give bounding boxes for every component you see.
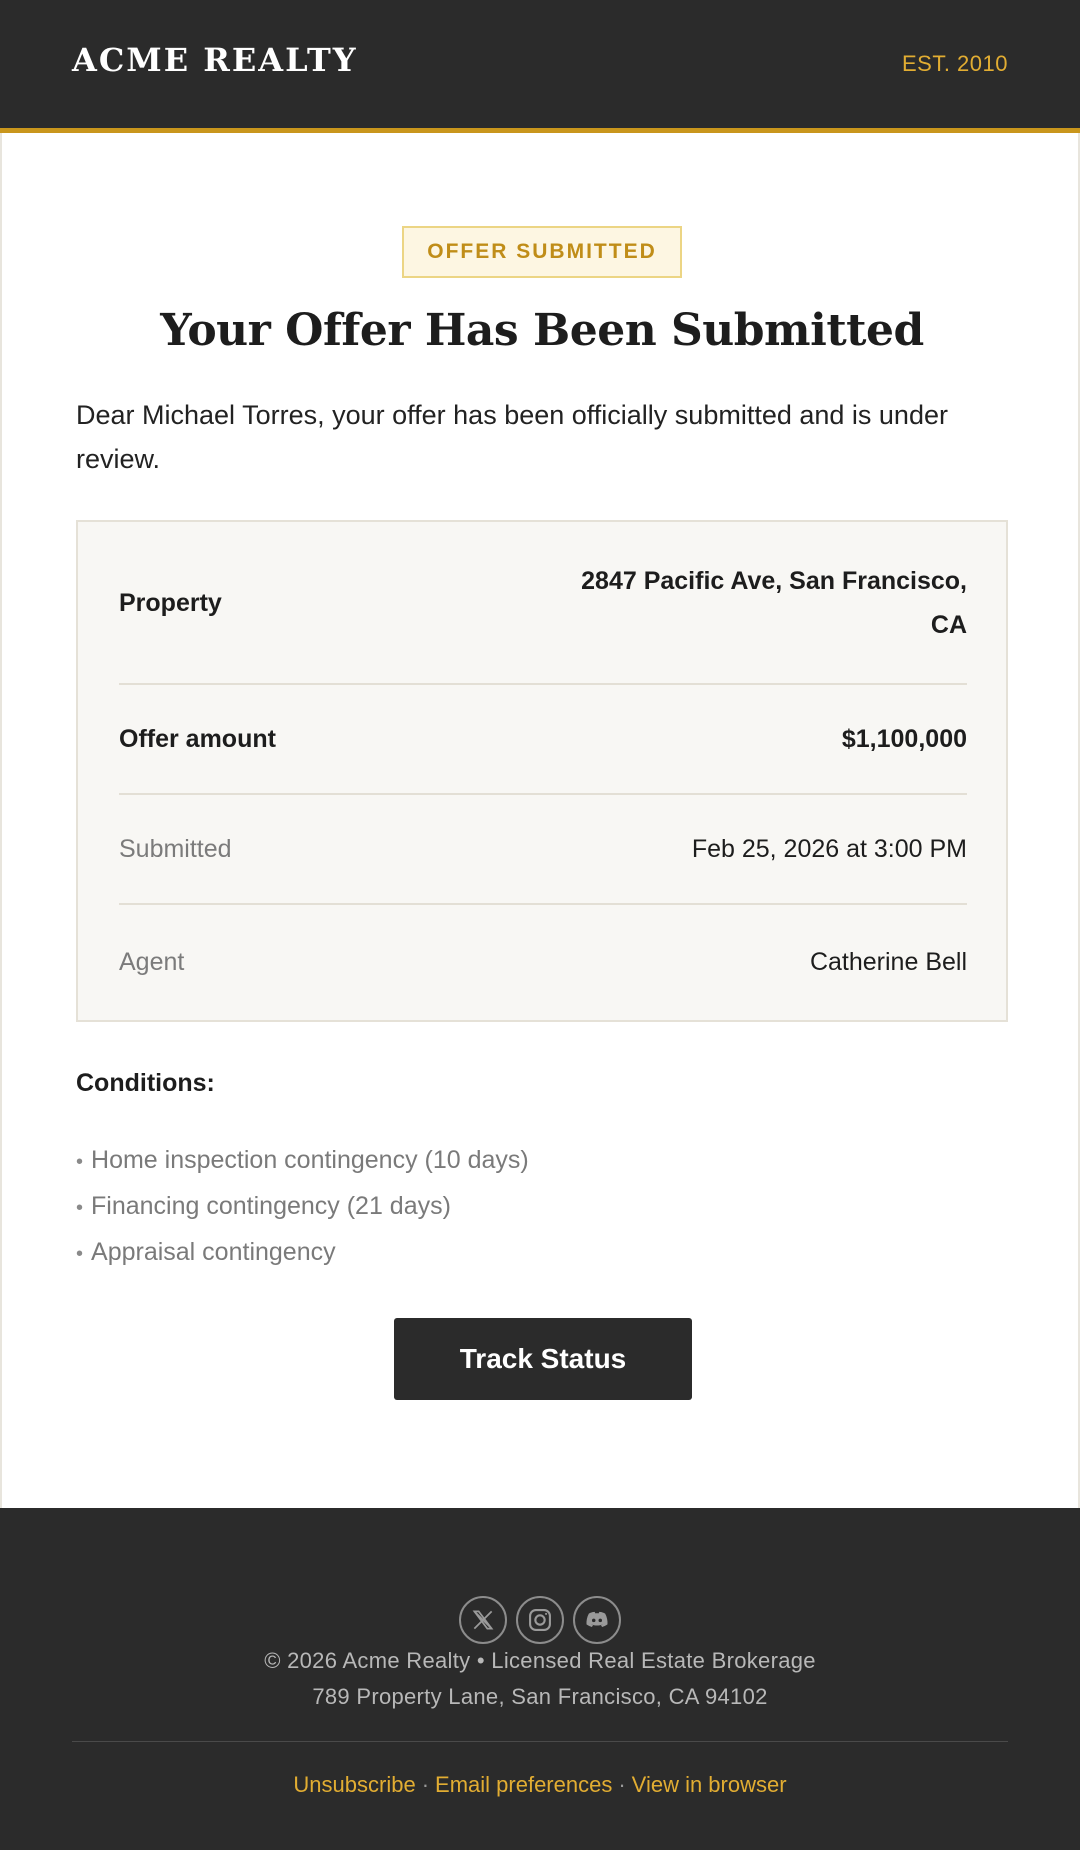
copyright-text: © 2026 Acme Realty • Licensed Real Estate Brokerage [264, 1648, 816, 1673]
email-preferences-link[interactable]: Email preferences [435, 1772, 613, 1797]
detail-label: Agent [119, 947, 185, 976]
conditions-title: Conditions: [76, 1069, 215, 1097]
detail-value: Feb 25, 2026 at 3:00 PM [691, 834, 967, 863]
link-separator: · [421, 1772, 430, 1797]
email-footer [0, 1508, 1080, 1850]
footer-links [0, 1772, 1080, 1798]
link-separator: · [618, 1772, 626, 1797]
detail-value: 2847 Pacific Ave, San Francisco, CA [581, 567, 967, 639]
x-icon[interactable] [459, 1596, 507, 1644]
established-label: EST. 2010 [901, 51, 1008, 76]
track-status-button[interactable]: Track Status [394, 1318, 692, 1400]
address-text: 789 Property Lane, San Francisco, CA 94102 [312, 1684, 768, 1709]
detail-label: Property [119, 588, 222, 617]
page-title: Your Offer Has Been Submitted [160, 305, 924, 356]
detail-row-property [119, 522, 967, 684]
discord-icon[interactable] [573, 1596, 621, 1644]
detail-row-agent [119, 904, 967, 1020]
list-item: • Home inspection contingency (10 days) [76, 1138, 529, 1184]
list-item: • Financing contingency (21 days) [76, 1184, 529, 1230]
intro-text: Dear Michael Torres, your offer has been officially submitted and is under review. [76, 400, 948, 474]
offer-details-card [76, 520, 1008, 1022]
detail-value: Catherine Bell [809, 947, 967, 976]
detail-value: $1,100,000 [841, 725, 967, 753]
list-item: • Appraisal contingency [76, 1230, 529, 1276]
status-badge: OFFER SUBMITTED [402, 226, 682, 278]
view-in-browser-link[interactable]: View in browser [631, 1772, 787, 1797]
email-body [0, 133, 1080, 1508]
conditions-list [76, 1138, 529, 1276]
brand-logo: ACME REALTY [72, 41, 358, 79]
detail-label: Submitted [119, 834, 232, 863]
footer-divider [72, 1741, 1008, 1742]
email-header [0, 0, 1080, 133]
detail-row-submitted [119, 794, 967, 904]
detail-label: Offer amount [119, 724, 276, 753]
instagram-icon[interactable] [516, 1596, 564, 1644]
detail-row-offer-amount [119, 684, 967, 794]
unsubscribe-link[interactable]: Unsubscribe [293, 1772, 416, 1797]
social-links [0, 1596, 1080, 1644]
